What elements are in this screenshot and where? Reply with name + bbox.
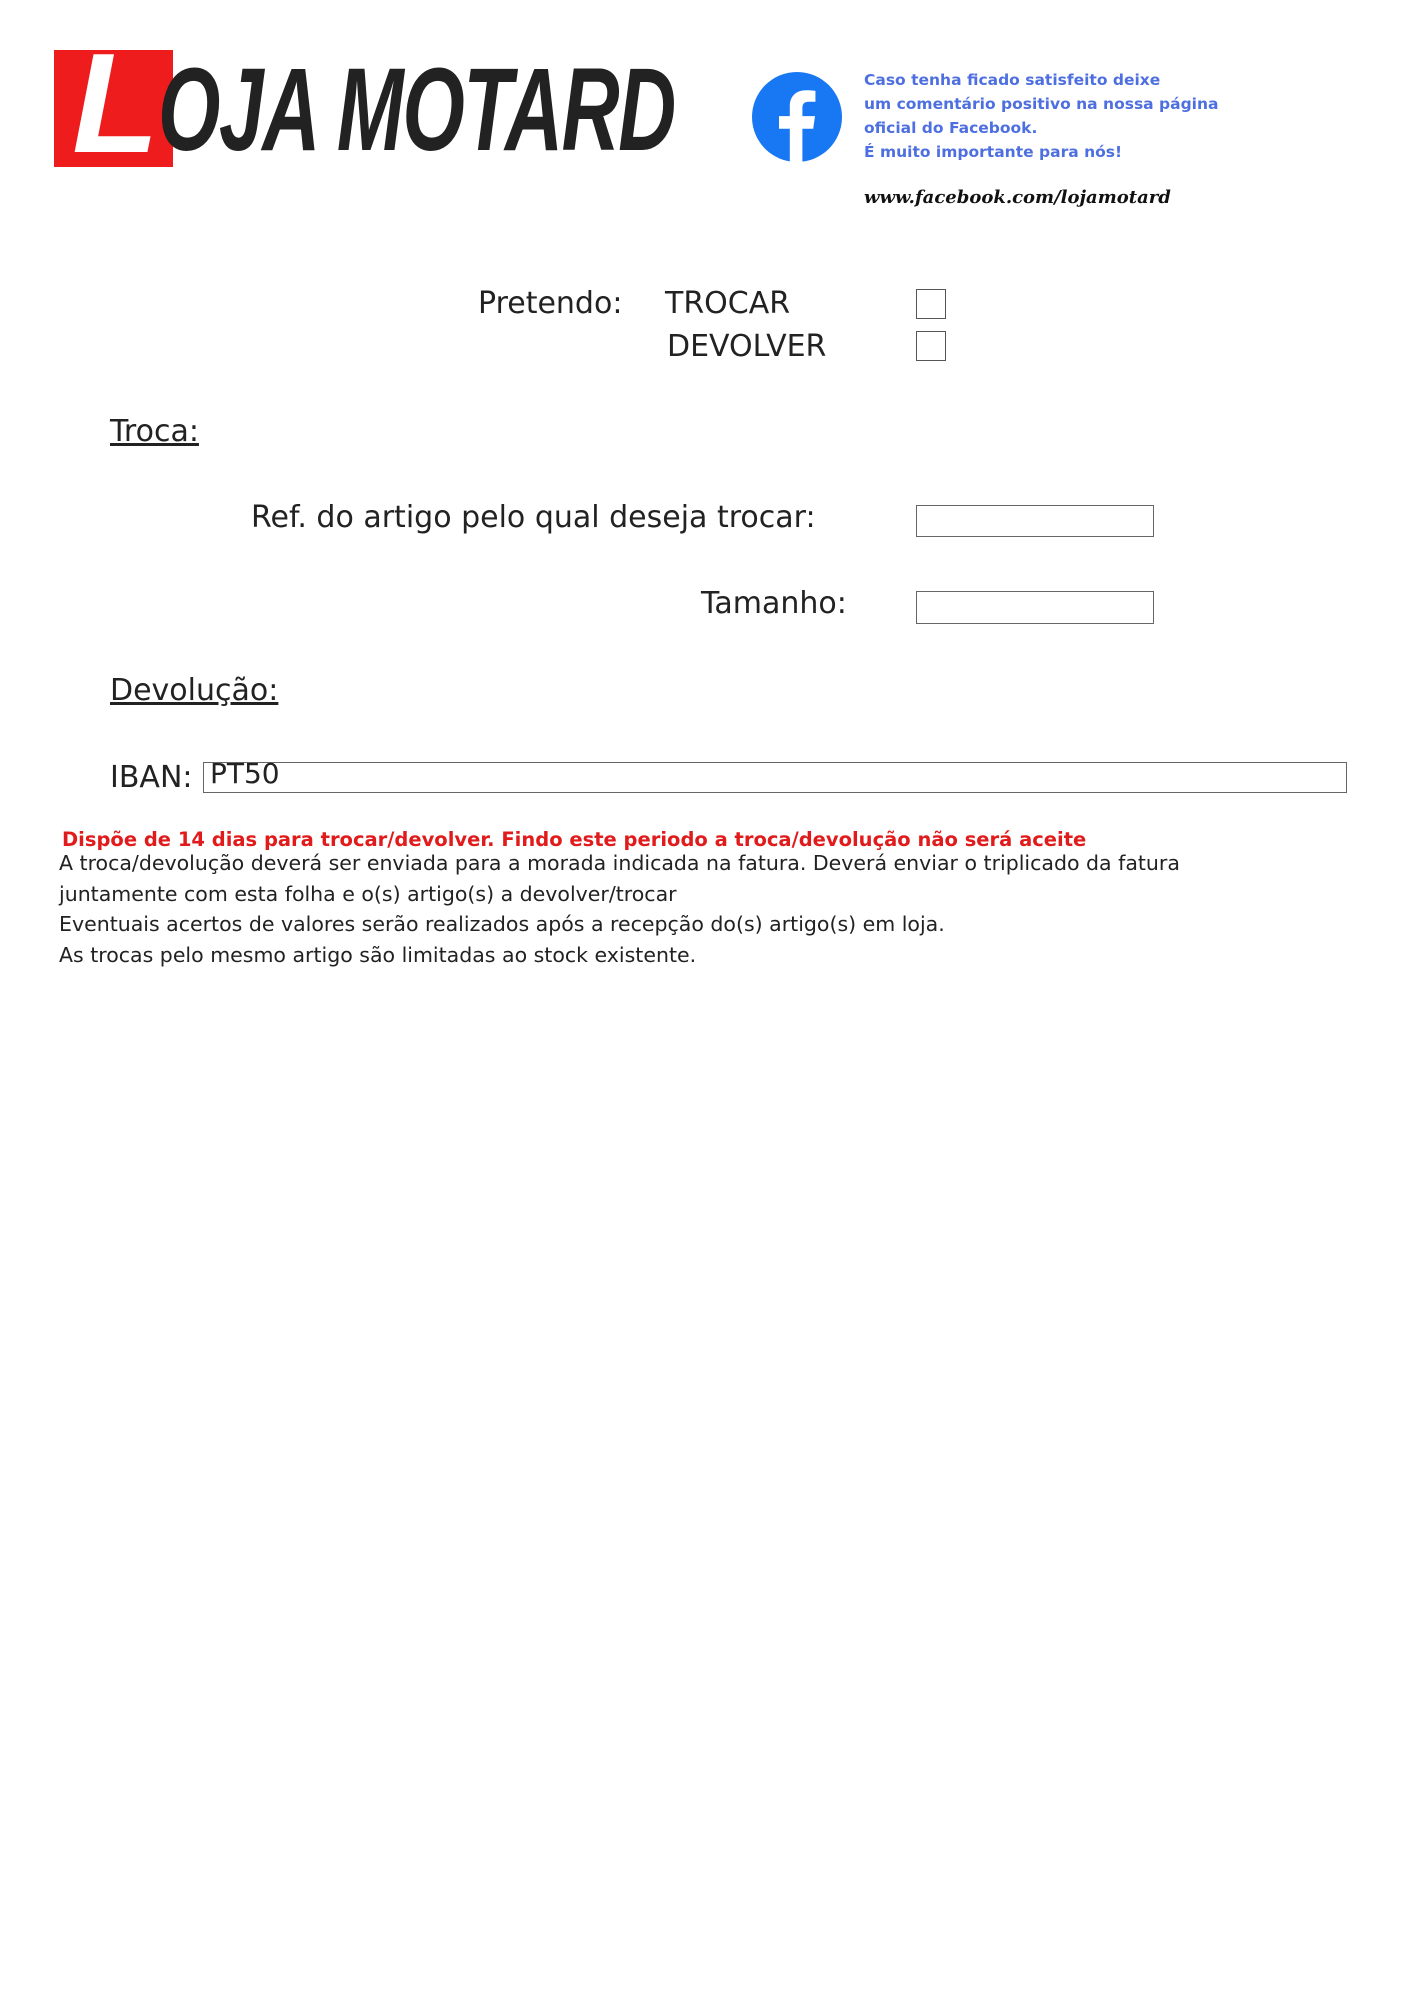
deadline-warning: Dispõe de 14 dias para trocar/devolver. Findo este periodo a troca/devolução não será aceite (62, 828, 1087, 851)
facebook-message-line: um comentário positivo na nossa página (864, 95, 1219, 113)
option-devolver-label: DEVOLVER (667, 329, 827, 364)
logo-text: OJA MOTARD (158, 44, 675, 176)
notice-line: juntamente com esta folha e o(s) artigo(s) a devolver/trocar (59, 882, 677, 906)
intent-label: Pretendo: (478, 286, 623, 321)
troca-heading: Troca: (110, 414, 199, 449)
devolucao-heading: Devolução: (110, 673, 279, 708)
facebook-message-line: Caso tenha ficado satisfeito deixe (864, 71, 1161, 89)
ref-label: Ref. do artigo pelo qual deseja trocar: (251, 500, 816, 535)
facebook-icon[interactable] (752, 72, 842, 162)
trocar-checkbox[interactable] (916, 289, 946, 319)
option-trocar-label: TROCAR (665, 286, 791, 321)
logo-initial: L (72, 24, 155, 183)
devolver-checkbox[interactable] (916, 331, 946, 361)
size-input[interactable] (916, 591, 1154, 624)
size-label: Tamanho: (701, 586, 847, 621)
notice-line: Eventuais acertos de valores serão realizados após a recepção do(s) artigo(s) em loja. (59, 912, 945, 936)
ref-input[interactable] (916, 505, 1154, 537)
iban-label: IBAN: (110, 760, 193, 795)
notice-line: A troca/devolução deverá ser enviada para a morada indicada na fatura. Deverá enviar o triplicado da fatura (59, 851, 1180, 875)
facebook-message-line: É muito importante para nós! (864, 143, 1123, 161)
iban-input[interactable] (203, 762, 1347, 793)
facebook-url-link[interactable]: www.facebook.com/lojamotard (864, 187, 1171, 208)
facebook-message-line: oficial do Facebook. (864, 119, 1038, 137)
notice-line: As trocas pelo mesmo artigo são limitadas ao stock existente. (59, 943, 697, 967)
iban-value: PT50 (210, 757, 280, 790)
